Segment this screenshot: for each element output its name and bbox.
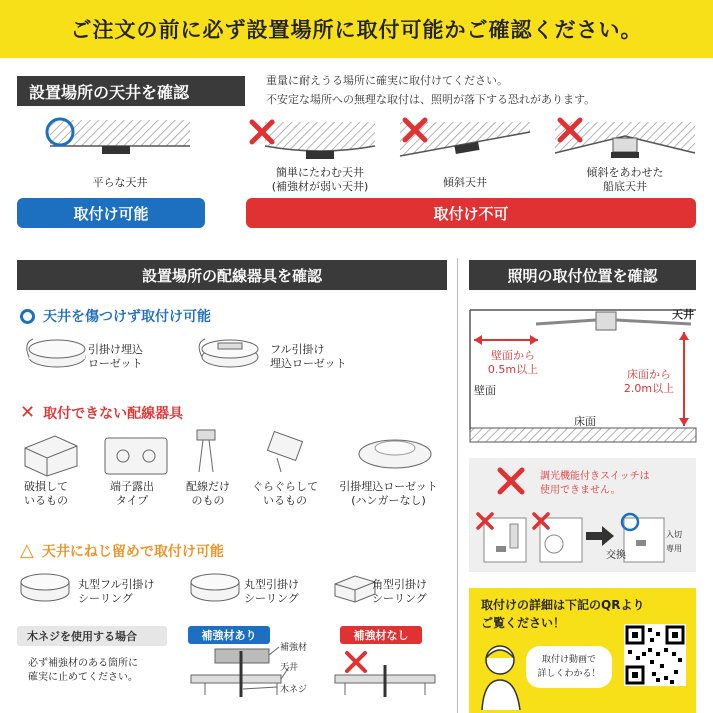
floor-hatch [470, 428, 696, 442]
ceiling-label-boat: 傾斜をあわせた 船底天井 [586, 166, 664, 193]
wall-label: 壁面 [474, 384, 496, 397]
round-full-ceiling-icon [21, 574, 69, 601]
ng-item-terminal: 端子露出 タイプ [110, 480, 154, 507]
wiring-screw-heading: △ 天井にねじ留めで取付け可能 [20, 540, 224, 561]
ng-x-icon: ✕ [20, 402, 36, 423]
person-illustration [476, 640, 526, 710]
ceiling-note-line1: 重量に耐えうる場所に確実に取付けてください。 [266, 74, 508, 87]
wiring-ng-heading: ✕ 取付できない配線器具 [20, 402, 184, 423]
qr-text: 取付けの詳細は下記のQRより ご覧ください！ [481, 598, 645, 630]
ng-badge: 取付け不可 [246, 198, 696, 228]
ceiling-rosette-icon [359, 440, 431, 468]
wood-screw-note: 必ず補強材のある箇所に 確実に止めてください。 [28, 658, 138, 683]
sloped-ceiling-illustration [400, 120, 530, 156]
ng-x-icon [347, 653, 365, 671]
screw-item-round: 丸型引掛け シーリング [244, 578, 299, 605]
ng-item-broken: 破損して いるもの [24, 480, 68, 507]
wood-screw-tag: 木ネジを使用する場合 [17, 626, 167, 646]
ceiling-type-illustrations [0, 108, 713, 173]
onoff-label: 入切 専用 [666, 530, 682, 553]
full-rosette-icon [199, 339, 258, 367]
wall-distance-label: 壁面から 0.5m以上 [487, 349, 539, 376]
ok-circle-icon [20, 309, 35, 324]
square-ceiling-icon [335, 576, 375, 602]
ok-item-rosette: 引掛け埋込 ローゼット [88, 343, 143, 370]
fan-body [596, 312, 616, 330]
loose-fixture-icon [267, 431, 302, 472]
ceiling-board [191, 675, 281, 683]
qr-code-icon[interactable] [624, 624, 686, 686]
speech-bubble: 取付け動画で 詳しくわかる！ [526, 646, 612, 688]
arrow-icon [586, 526, 614, 546]
screw-item-round-full: 丸型フル引掛け シーリング [78, 578, 155, 605]
top-banner: ご注文の前に必ず設置場所に取付可能かご確認ください。 [0, 0, 713, 58]
position-ceiling-label: 天井 [672, 308, 694, 321]
wiring-ok-heading: 天井を傷つけず取付け可能 [20, 306, 211, 326]
switch-swap-diagram [474, 508, 694, 568]
wood-screw-diagram [185, 645, 450, 713]
round-ceiling-icon [191, 574, 239, 601]
ceiling-label-flat: 平らな天井 [92, 176, 148, 189]
part-ceiling: 天井 [280, 663, 299, 673]
exposed-terminal-icon [105, 438, 167, 474]
broken-box-icon [25, 436, 77, 476]
boat-ceiling-illustration [555, 120, 695, 158]
ceiling-section-title: 設置場所の天井を確認 [17, 76, 245, 106]
sagging-ceiling-illustration [252, 122, 375, 159]
ng-x-icon [496, 466, 526, 496]
floor-label: 床面 [574, 415, 596, 428]
ng-item-wire: 配線だけ のもの [186, 480, 230, 507]
vertical-divider [457, 258, 458, 713]
ng-item-rosette-no-hanger: 引掛埋込ローゼット (ハンガーなし) [339, 480, 438, 507]
ok-badge: 取付け可能 [17, 198, 205, 228]
ceiling-label-sloped: 傾斜天井 [443, 176, 487, 189]
part-reinforcement: 補強材 [280, 643, 308, 653]
ok-item-full-rosette: フル引掛け 埋込ローゼット [270, 343, 347, 370]
rosette-icon [27, 339, 85, 367]
flat-ceiling-illustration [47, 119, 190, 154]
position-section-title: 照明の取付位置を確認 [469, 260, 696, 290]
ng-fixture-illustrations [15, 428, 445, 478]
wire-only-icon [197, 430, 215, 472]
swap-label: 交換 [606, 550, 626, 561]
ceiling-label-sagging: 簡単にたわむ天井 (補強材が弱い天井) [271, 166, 369, 193]
part-wood-screw: 木ネジ [280, 685, 308, 695]
wiring-section-title: 設置場所の配線器具を確認 [17, 260, 447, 290]
dimmer-warning-text: 調光機能付きスイッチは 使用できません。 [540, 471, 650, 496]
ng-item-loose: ぐらぐらして いるもの [252, 480, 318, 507]
no-reinforce-tag: 補強材なし [340, 626, 422, 644]
ceiling-note-line2: 不安定な場所への無理な取付は、照明が落下する恐れがあります。 [266, 93, 596, 106]
triangle-icon: △ [20, 540, 34, 561]
screw-item-square: 角型引掛け シーリング [372, 578, 427, 605]
floor-distance-label: 床面から 2.0m以上 [623, 368, 675, 395]
reinforced-tag: 補強材あり [188, 626, 270, 644]
